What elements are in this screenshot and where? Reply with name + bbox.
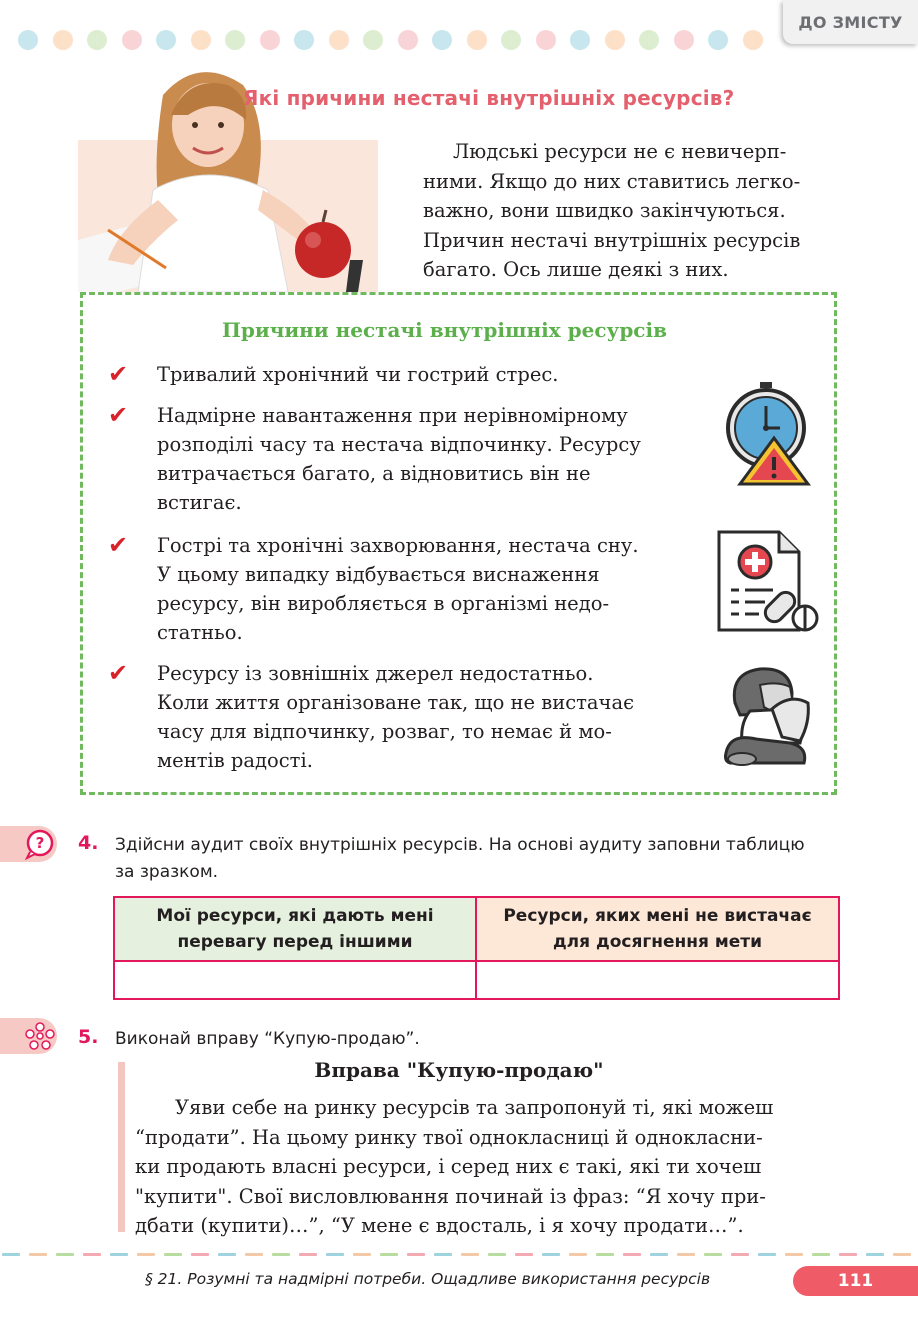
check-icon: ✔ (108, 531, 129, 559)
cause-item-2 (157, 401, 675, 517)
decorative-dash (569, 1253, 587, 1256)
cause-line: витрачається багато, а відновитись він не (157, 462, 591, 485)
table-header-my-resources (115, 898, 477, 962)
toc-button[interactable]: ДО ЗМІСТУ (783, 0, 918, 44)
decorative-dash (839, 1253, 857, 1256)
decorative-dash (866, 1253, 884, 1256)
decorative-dot (122, 30, 142, 50)
decorative-dash (677, 1253, 695, 1256)
decorative-dash (2, 1253, 20, 1256)
decorative-dash (650, 1253, 668, 1256)
decorative-dot (708, 30, 728, 50)
decorative-dot (260, 30, 280, 50)
cause-line: У цьому випадку відбувається виснаження (157, 563, 600, 586)
check-icon: ✔ (108, 360, 129, 388)
decorative-dot (156, 30, 176, 50)
decorative-dash (56, 1253, 74, 1256)
cause-item-1 (157, 360, 675, 389)
cause-line: ментів радості. (157, 749, 313, 772)
decorative-dash (596, 1253, 614, 1256)
exercise-line: Уяви себе на ринку ресурсів та запропонуй ті, які можеш (175, 1096, 774, 1119)
intro-line: багато. Ось лише деякі з них. (423, 258, 729, 281)
decorative-dash (191, 1253, 209, 1256)
decorative-dot (467, 30, 487, 50)
task-4-text (115, 832, 850, 886)
decorative-dash (326, 1253, 344, 1256)
cause-line: Надмірне навантаження при нерівномірному (157, 404, 628, 427)
cause-line: встигає. (157, 491, 242, 514)
cause-line: Гострі та хронічні захворювання, нестача сну. (157, 534, 639, 557)
decorative-dots (18, 30, 778, 50)
decorative-dot (191, 30, 211, 50)
decorative-dot (87, 30, 107, 50)
decorative-dot (363, 30, 383, 50)
check-icon: ✔ (108, 659, 129, 687)
cause-item-3 (157, 531, 675, 647)
resources-table (113, 896, 840, 1000)
decorative-dot (329, 30, 349, 50)
footer-chapter: § 21. Розумні та надмірні потреби. Ощадливе використання ресурсів (145, 1270, 711, 1288)
header-line: перевагу перед іншими (177, 932, 413, 952)
exercise-line: "купити". Свої висловлювання починай із фраз: “Я хочу при- (135, 1184, 766, 1208)
cause-item-4 (157, 659, 675, 775)
decorative-dash (758, 1253, 776, 1256)
task-5-text: Виконай вправу “Купую-продаю”. (115, 1029, 420, 1049)
cause-line: ресурсу, він виробляється в організмі недо- (157, 592, 610, 615)
decorative-dot (570, 30, 590, 50)
tired-person-icon (720, 663, 815, 772)
cause-line: статньо. (157, 621, 243, 644)
decorative-dashes (0, 1253, 918, 1256)
causes-box-title: Причини нестачі внутрішніх ресурсів (222, 318, 667, 342)
decorative-dash (29, 1253, 47, 1256)
decorative-dash (893, 1253, 911, 1256)
decorative-dot (639, 30, 659, 50)
page-number: 111 (793, 1266, 918, 1296)
decorative-dash (164, 1253, 182, 1256)
svg-text:?: ? (35, 834, 45, 852)
task-number: 4. (78, 832, 99, 854)
decorative-dash (488, 1253, 506, 1256)
cause-line: Ресурсу із зовнішніх джерел недостатньо. (157, 662, 594, 685)
decorative-dash (812, 1253, 830, 1256)
decorative-dash (353, 1253, 371, 1256)
decorative-dot (18, 30, 38, 50)
table-cell (115, 962, 477, 998)
cause-line: Тривалий хронічний чи гострий стрес. (157, 363, 559, 386)
check-icon: ✔ (108, 401, 129, 429)
decorative-dash (272, 1253, 290, 1256)
cause-line: Коли життя організоване так, що не вистачає (157, 691, 634, 714)
decorative-dash (245, 1253, 263, 1256)
intro-line: важно, вони швидко закінчуються. (423, 199, 786, 222)
intro-line: Причин нестачі внутрішніх ресурсів (423, 228, 801, 252)
decorative-dot (432, 30, 452, 50)
table-header-missing-resources (477, 898, 838, 962)
group-work-badge (0, 1018, 57, 1054)
decorative-dash (434, 1253, 452, 1256)
decorative-dot (674, 30, 694, 50)
decorative-dash (461, 1253, 479, 1256)
exercise-line: ки продають власні ресурси, і серед них є такі, які ти хочеш (135, 1155, 762, 1178)
task-line: Здійсни аудит своїх внутрішніх ресурсів. На основі аудиту заповни таблицю (115, 835, 805, 855)
section-heading: Які причини нестачі внутрішніх ресурсів? (243, 86, 735, 110)
cause-line: розподілі часу та нестача відпочинку. Ресурсу (157, 433, 641, 456)
question-badge (0, 826, 57, 862)
task-number: 5. (78, 1026, 99, 1048)
intro-paragraph (423, 137, 843, 285)
task-line: за зразком. (115, 862, 219, 882)
decorative-dash (137, 1253, 155, 1256)
decorative-dash (731, 1253, 749, 1256)
decorative-dot (225, 30, 245, 50)
cause-line: часу для відпочинку, розваг, то немає й мо- (157, 720, 612, 743)
decorative-dash (218, 1253, 236, 1256)
decorative-dot (536, 30, 556, 50)
decorative-dash (407, 1253, 425, 1256)
decorative-dot (501, 30, 521, 50)
header-line: для досягнення мети (552, 932, 763, 952)
decorative-dash (83, 1253, 101, 1256)
exercise-text (135, 1093, 843, 1241)
decorative-dash (623, 1253, 641, 1256)
decorative-dash (704, 1253, 722, 1256)
decorative-dot (743, 30, 763, 50)
intro-line: ними. Якщо до них ставитись легко- (423, 169, 801, 193)
medical-report-icon (713, 528, 823, 640)
decorative-dash (380, 1253, 398, 1256)
decorative-dash (515, 1253, 533, 1256)
decorative-dot (605, 30, 625, 50)
decorative-dash (785, 1253, 803, 1256)
clock-warning-icon (722, 380, 812, 492)
decorative-dash (110, 1253, 128, 1256)
header-line: Мої ресурси, які дають мені (156, 906, 434, 926)
decorative-dot (294, 30, 314, 50)
decorative-dash (299, 1253, 317, 1256)
intro-line: Людські ресурси не є невичерп- (453, 140, 787, 163)
exercise-line: дбати (купити)…”, “У мене є вдосталь, і я хочу продати…”. (135, 1214, 744, 1237)
decorative-dot (398, 30, 418, 50)
exercise-sidebar (118, 1062, 125, 1232)
header-line: Ресурси, яких мені не вистачає (503, 906, 812, 926)
exercise-line: “продати”. На цьому ринку твої однокласниці й однокласни- (135, 1125, 763, 1149)
decorative-dot (53, 30, 73, 50)
exercise-title: Вправа "Купую-продаю" (314, 1058, 604, 1082)
decorative-dash (542, 1253, 560, 1256)
